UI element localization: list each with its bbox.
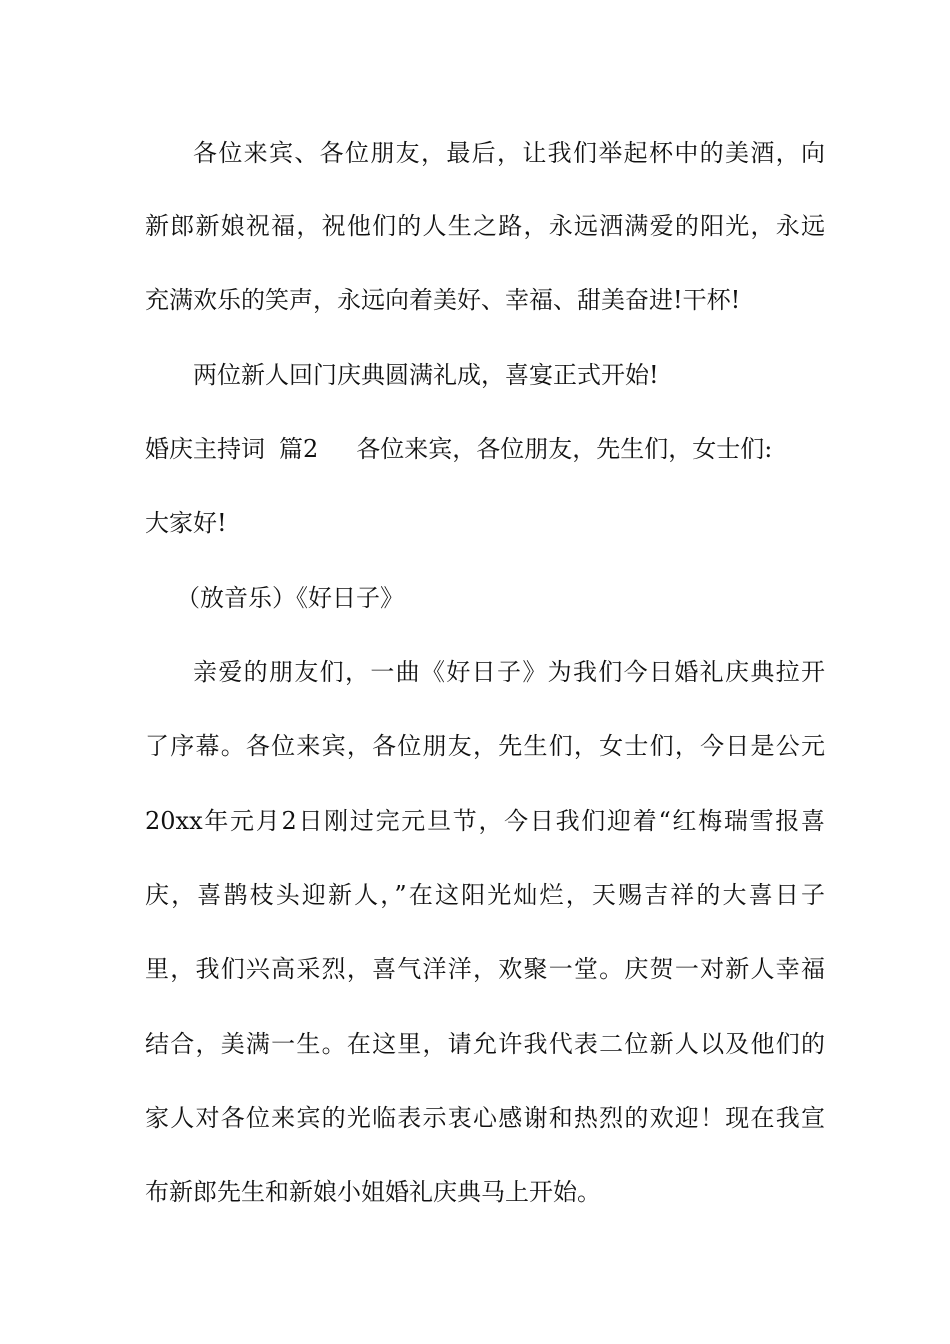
section-heading-line [145, 429, 825, 469]
paragraph-line-1: 各位来宾、各位朋友，最后，让我们举起杯中的美酒，向 [193, 139, 825, 167]
section-number: 篇2 [279, 435, 319, 463]
section-title: 婚庆主持词 [145, 435, 265, 463]
paragraph-line-3: 充满欢乐的笑声，永远向着美好、幸福、甜美奋进!干杯! [145, 286, 741, 314]
paragraph-line-6: 大家好! [145, 509, 227, 537]
paragraph-line-13: 结合，美满一生。在这里，请允许我代表二位新人以及他们的 [145, 1030, 825, 1058]
greeting-text: 各位来宾，各位朋友，先生们，女士们: [356, 435, 773, 463]
paragraph-line-15: 布新郎先生和新娘小姐婚礼庆典马上开始。 [145, 1178, 601, 1206]
paragraph-line-10: 20xx年元月2日刚过完元旦节，今日我们迎着“红梅瑞雪报喜 [145, 807, 825, 835]
paragraph-line-8: 亲爱的朋友们，一曲《好日子》为我们今日婚礼庆典拉开 [193, 658, 825, 686]
paragraph-line-14: 家人对各位来宾的光临表示衷心感谢和热烈的欢迎！现在我宣 [145, 1104, 825, 1132]
paragraph-line-9: 了序幕。各位来宾，各位朋友，先生们，女士们，今日是公元 [145, 732, 825, 760]
paragraph-line-2: 新郎新娘祝福，祝他们的人生之路，永远洒满爱的阳光，永远 [145, 212, 825, 240]
paragraph-line-7: （放音乐）《好日子》 [176, 584, 404, 612]
paragraph-line-11: 庆，喜鹊枝头迎新人，”在这阳光灿烂，天赐吉祥的大喜日子 [145, 881, 825, 909]
paragraph-line-4: 两位新人回门庆典圆满礼成，喜宴正式开始! [193, 361, 659, 389]
paragraph-line-12: 里，我们兴高采烈，喜气洋洋，欢聚一堂。庆贺一对新人幸福 [145, 955, 825, 983]
